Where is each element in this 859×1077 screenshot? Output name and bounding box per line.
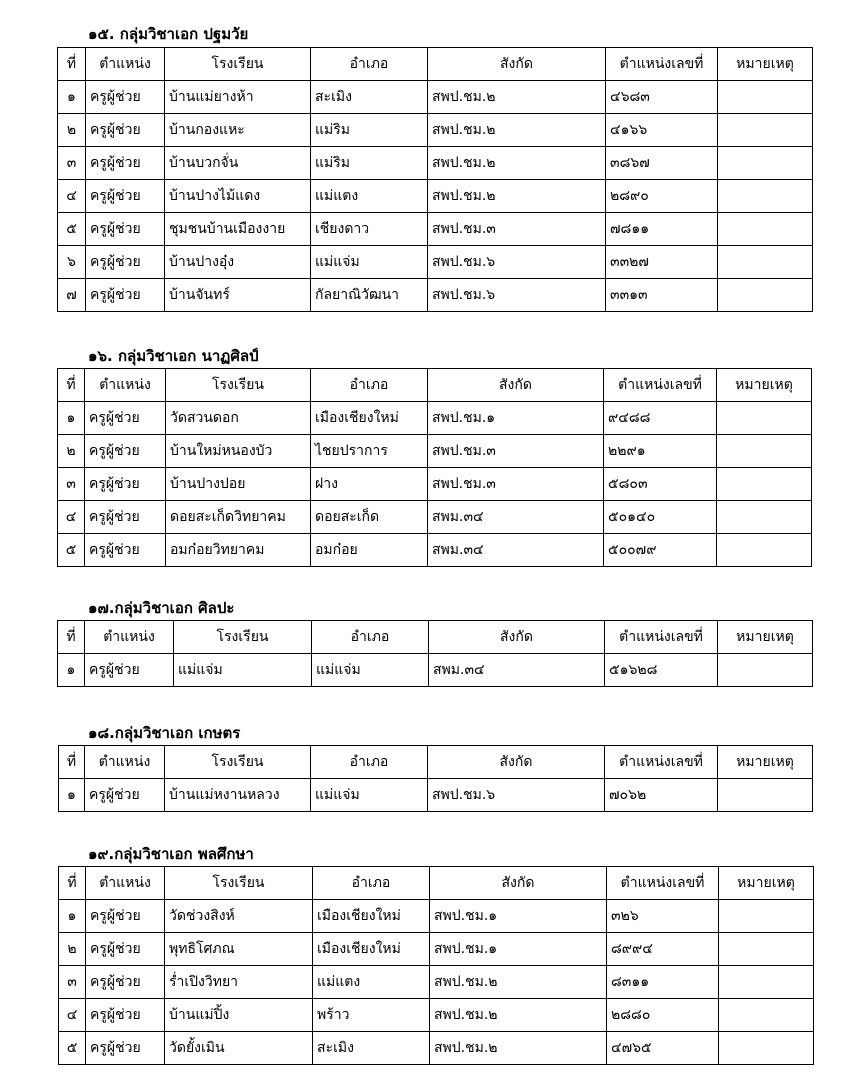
- cell-district: แม่แตง: [311, 180, 428, 213]
- table-row: [58, 654, 813, 687]
- cell-district: ดอยสะเก็ด: [311, 501, 428, 534]
- cell-remark: [717, 501, 812, 534]
- header-position: ตำแหน่ง: [85, 621, 174, 654]
- cell-affiliation: สพป.ชม.๓: [428, 213, 606, 246]
- cell-affiliation: สพป.ชม.๓: [428, 468, 604, 501]
- cell-district: แม่แจ่ม: [311, 246, 428, 279]
- table-row: [58, 279, 813, 312]
- cell-affiliation: สพป.ชม.๒: [430, 999, 607, 1032]
- table-row: [58, 213, 813, 246]
- cell-position: ครูผู้ช่วย: [85, 654, 174, 687]
- cell-remark: [717, 402, 812, 435]
- cell-affiliation: สพม.๓๔: [428, 501, 604, 534]
- cell-position-number: ๗๐๖๒: [605, 779, 718, 812]
- cell-position: ครูผู้ช่วย: [86, 81, 165, 114]
- header-district: อำเภอ: [311, 746, 428, 779]
- cell-affiliation: สพป.ชม.๑: [430, 900, 607, 933]
- cell-school: บ้านใหม่หนองบัว: [166, 435, 311, 468]
- cell-district: สะเมิง: [313, 1032, 430, 1065]
- cell-district: แม่ริม: [311, 114, 428, 147]
- header-district: อำเภอ: [313, 867, 430, 900]
- table-section-17: [57, 620, 813, 687]
- cell-remark: [718, 147, 813, 180]
- cell-school: บ้านปางปอย: [166, 468, 311, 501]
- header-school: โรงเรียน: [174, 621, 312, 654]
- section-title-19: ๑๙.กลุ่มวิชาเอก พลศึกษา: [88, 845, 254, 863]
- cell-position: ครูผู้ช่วย: [86, 213, 165, 246]
- cell-remark: [718, 213, 813, 246]
- table-section-19: [58, 866, 814, 1065]
- cell-district: ไชยปราการ: [311, 435, 428, 468]
- cell-no: ๔: [58, 180, 86, 213]
- cell-no: ๕: [58, 534, 85, 567]
- header-remark: หมายเหตุ: [717, 369, 812, 402]
- table-row: [58, 468, 812, 501]
- section-title-17: ๑๗.กลุ่มวิชาเอก ศิลปะ: [88, 599, 235, 617]
- header-affiliation: สังกัด: [428, 48, 606, 81]
- header-district: อำเภอ: [312, 621, 429, 654]
- cell-position: ครูผู้ช่วย: [85, 534, 166, 567]
- cell-remark: [718, 654, 813, 687]
- cell-no: ๕: [58, 213, 86, 246]
- cell-position-number: ๔๖๘๓: [606, 81, 718, 114]
- cell-position: ครูผู้ช่วย: [86, 966, 165, 999]
- header-no: ที่: [58, 621, 85, 654]
- cell-affiliation: สพป.ชม.๒: [430, 1032, 607, 1065]
- table-row: [58, 435, 812, 468]
- cell-affiliation: สพป.ชม.๖: [428, 279, 606, 312]
- header-remark: หมายเหตุ: [719, 867, 814, 900]
- table-row: [59, 966, 814, 999]
- cell-affiliation: สพม.๓๔: [429, 654, 605, 687]
- section-title-15: ๑๕. กลุ่มวิชาเอก ปฐมวัย: [88, 25, 249, 43]
- table-header-row: [59, 746, 813, 779]
- cell-no: ๔: [59, 999, 86, 1032]
- header-position: ตำแหน่ง: [86, 48, 165, 81]
- cell-position-number: ๕๑๖๒๘: [605, 654, 718, 687]
- table-row: [58, 81, 813, 114]
- cell-position-number: ๒๘๙๐: [606, 180, 718, 213]
- header-remark: หมายเหตุ: [718, 746, 813, 779]
- cell-school: บ้านปางอุ๋ง: [165, 246, 311, 279]
- cell-district: เมืองเชียงใหม่: [313, 933, 430, 966]
- cell-position-number: ๓๒๖: [607, 900, 719, 933]
- header-school: โรงเรียน: [165, 867, 313, 900]
- cell-district: แม่ริม: [311, 147, 428, 180]
- table-row: [59, 1032, 814, 1065]
- cell-position-number: ๓๓๒๗: [606, 246, 718, 279]
- cell-district: เมืองเชียงใหม่: [311, 402, 428, 435]
- cell-district: สะเมิง: [311, 81, 428, 114]
- header-district: อำเภอ: [311, 48, 428, 81]
- table-row: [58, 534, 812, 567]
- cell-position-number: ๒๒๙๑: [604, 435, 717, 468]
- header-position-number: ตำแหน่งเลขที่: [604, 369, 717, 402]
- cell-position: ครูผู้ช่วย: [86, 147, 165, 180]
- cell-remark: [718, 180, 813, 213]
- cell-no: ๑: [58, 402, 85, 435]
- cell-position: ครูผู้ช่วย: [86, 246, 165, 279]
- cell-remark: [717, 534, 812, 567]
- cell-no: ๗: [58, 279, 86, 312]
- table-row: [59, 779, 813, 812]
- cell-no: ๒: [58, 114, 86, 147]
- cell-school: บ้านแม่ปิ้ง: [165, 999, 313, 1032]
- header-district: อำเภอ: [311, 369, 428, 402]
- table-section-18: [58, 745, 813, 812]
- cell-position-number: ๘๓๑๑: [607, 966, 719, 999]
- header-remark: หมายเหตุ: [718, 621, 813, 654]
- cell-district: เมืองเชียงใหม่: [313, 900, 430, 933]
- cell-remark: [719, 999, 814, 1032]
- cell-district: แม่แตง: [313, 966, 430, 999]
- cell-school: ชุมชนบ้านเมืองงาย: [165, 213, 311, 246]
- cell-remark: [718, 779, 813, 812]
- cell-position-number: ๔๑๖๖: [606, 114, 718, 147]
- header-no: ที่: [58, 48, 86, 81]
- cell-school: บ้านปางไม้แดง: [165, 180, 311, 213]
- cell-no: ๓: [58, 468, 85, 501]
- cell-affiliation: สพป.ชม.๑: [430, 933, 607, 966]
- cell-no: ๓: [59, 966, 86, 999]
- cell-no: ๖: [58, 246, 86, 279]
- cell-no: ๑: [59, 779, 85, 812]
- table-header-row: [58, 48, 813, 81]
- cell-position: ครูผู้ช่วย: [86, 180, 165, 213]
- cell-affiliation: สพม.๓๔: [428, 534, 604, 567]
- table-section-16: [57, 368, 812, 567]
- header-position-number: ตำแหน่งเลขที่: [605, 621, 718, 654]
- header-position: ตำแหน่ง: [85, 746, 165, 779]
- header-position-number: ตำแหน่งเลขที่: [605, 746, 718, 779]
- cell-position-number: ๘๙๙๔: [607, 933, 719, 966]
- cell-district: แม่แจ่ม: [311, 779, 428, 812]
- cell-school: บ้านแม่ยางห้า: [165, 81, 311, 114]
- header-affiliation: สังกัด: [429, 621, 605, 654]
- cell-position: ครูผู้ช่วย: [86, 1032, 165, 1065]
- cell-no: ๔: [58, 501, 85, 534]
- cell-no: ๓: [58, 147, 86, 180]
- cell-remark: [719, 933, 814, 966]
- header-school: โรงเรียน: [165, 48, 311, 81]
- table-header-row: [59, 867, 814, 900]
- cell-school: แม่แจ่ม: [174, 654, 312, 687]
- header-position: ตำแหน่ง: [86, 867, 165, 900]
- cell-district: ฝาง: [311, 468, 428, 501]
- cell-affiliation: สพป.ชม.๓: [428, 435, 604, 468]
- cell-position-number: ๕๐๐๗๙: [604, 534, 717, 567]
- cell-remark: [718, 81, 813, 114]
- header-position-number: ตำแหน่งเลขที่: [606, 48, 718, 81]
- header-position: ตำแหน่ง: [85, 369, 166, 402]
- table-row: [59, 999, 814, 1032]
- cell-position: ครูผู้ช่วย: [86, 114, 165, 147]
- cell-school: วัดสวนดอก: [166, 402, 311, 435]
- cell-no: ๒: [58, 435, 85, 468]
- cell-district: พร้าว: [313, 999, 430, 1032]
- cell-remark: [718, 279, 813, 312]
- cell-affiliation: สพป.ชม.๖: [428, 779, 605, 812]
- cell-remark: [719, 966, 814, 999]
- header-school: โรงเรียน: [165, 746, 311, 779]
- cell-school: วัดยั้งเมิน: [165, 1032, 313, 1065]
- section-title-18: ๑๘.กลุ่มวิชาเอก เกษตร: [88, 724, 241, 742]
- cell-remark: [717, 435, 812, 468]
- cell-position: ครูผู้ช่วย: [86, 999, 165, 1032]
- cell-affiliation: สพป.ชม.๖: [428, 246, 606, 279]
- header-affiliation: สังกัด: [428, 746, 605, 779]
- cell-school: ร่ำเปิงวิทยา: [165, 966, 313, 999]
- header-position-number: ตำแหน่งเลขที่: [607, 867, 719, 900]
- cell-affiliation: สพป.ชม.๑: [428, 402, 604, 435]
- cell-district: กัลยาณิวัฒนา: [311, 279, 428, 312]
- section-title-16: ๑๖. กลุ่มวิชาเอก นาฏศิลป์: [88, 347, 259, 365]
- header-no: ที่: [59, 867, 86, 900]
- cell-position: ครูผู้ช่วย: [86, 900, 165, 933]
- cell-position: ครูผู้ช่วย: [85, 435, 166, 468]
- table-row: [58, 114, 813, 147]
- header-affiliation: สังกัด: [430, 867, 607, 900]
- cell-position-number: ๗๘๑๑: [606, 213, 718, 246]
- cell-affiliation: สพป.ชม.๒: [430, 966, 607, 999]
- cell-district: แม่แจ่ม: [312, 654, 429, 687]
- cell-affiliation: สพป.ชม.๒: [428, 114, 606, 147]
- cell-school: พุทธิโศภณ: [165, 933, 313, 966]
- cell-position: ครูผู้ช่วย: [86, 279, 165, 312]
- table-header-row: [58, 369, 812, 402]
- cell-position-number: ๕๘๐๓: [604, 468, 717, 501]
- cell-remark: [717, 468, 812, 501]
- cell-position-number: ๔๗๖๕: [607, 1032, 719, 1065]
- cell-school: บ้านกองแหะ: [165, 114, 311, 147]
- cell-school: บ้านแม่หงานหลวง: [165, 779, 311, 812]
- table-row: [58, 147, 813, 180]
- cell-position: ครูผู้ช่วย: [85, 501, 166, 534]
- header-affiliation: สังกัด: [428, 369, 604, 402]
- cell-remark: [719, 1032, 814, 1065]
- cell-affiliation: สพป.ชม.๒: [428, 81, 606, 114]
- cell-school: บ้านบวกจั่น: [165, 147, 311, 180]
- cell-position-number: ๓๘๖๗: [606, 147, 718, 180]
- cell-position: ครูผู้ช่วย: [85, 779, 165, 812]
- cell-position: ครูผู้ช่วย: [86, 933, 165, 966]
- cell-position: ครูผู้ช่วย: [85, 468, 166, 501]
- cell-position-number: ๙๔๘๘: [604, 402, 717, 435]
- cell-district: อมก๋อย: [311, 534, 428, 567]
- cell-position-number: ๕๐๑๔๐: [604, 501, 717, 534]
- cell-school: อมก๋อยวิทยาคม: [166, 534, 311, 567]
- table-row: [59, 900, 814, 933]
- cell-no: ๑: [58, 81, 86, 114]
- cell-no: ๕: [59, 1032, 86, 1065]
- cell-school: บ้านจันทร์: [165, 279, 311, 312]
- cell-remark: [719, 900, 814, 933]
- table-row: [58, 246, 813, 279]
- cell-affiliation: สพป.ชม.๒: [428, 147, 606, 180]
- cell-no: ๒: [59, 933, 86, 966]
- cell-position-number: ๒๘๘๐: [607, 999, 719, 1032]
- cell-position-number: ๓๓๑๓: [606, 279, 718, 312]
- cell-remark: [718, 246, 813, 279]
- header-remark: หมายเหตุ: [718, 48, 813, 81]
- cell-no: ๑: [58, 654, 85, 687]
- header-school: โรงเรียน: [166, 369, 311, 402]
- header-no: ที่: [58, 369, 85, 402]
- table-row: [58, 180, 813, 213]
- cell-school: วัดช่วงสิงห์: [165, 900, 313, 933]
- table-header-row: [58, 621, 813, 654]
- table-row: [58, 402, 812, 435]
- cell-position: ครูผู้ช่วย: [85, 402, 166, 435]
- cell-remark: [718, 114, 813, 147]
- cell-school: ดอยสะเก็ดวิทยาคม: [166, 501, 311, 534]
- cell-affiliation: สพป.ชม.๒: [428, 180, 606, 213]
- table-row: [59, 933, 814, 966]
- cell-district: เชียงดาว: [311, 213, 428, 246]
- table-section-15: [57, 47, 813, 312]
- cell-no: ๑: [59, 900, 86, 933]
- table-row: [58, 501, 812, 534]
- header-no: ที่: [59, 746, 85, 779]
